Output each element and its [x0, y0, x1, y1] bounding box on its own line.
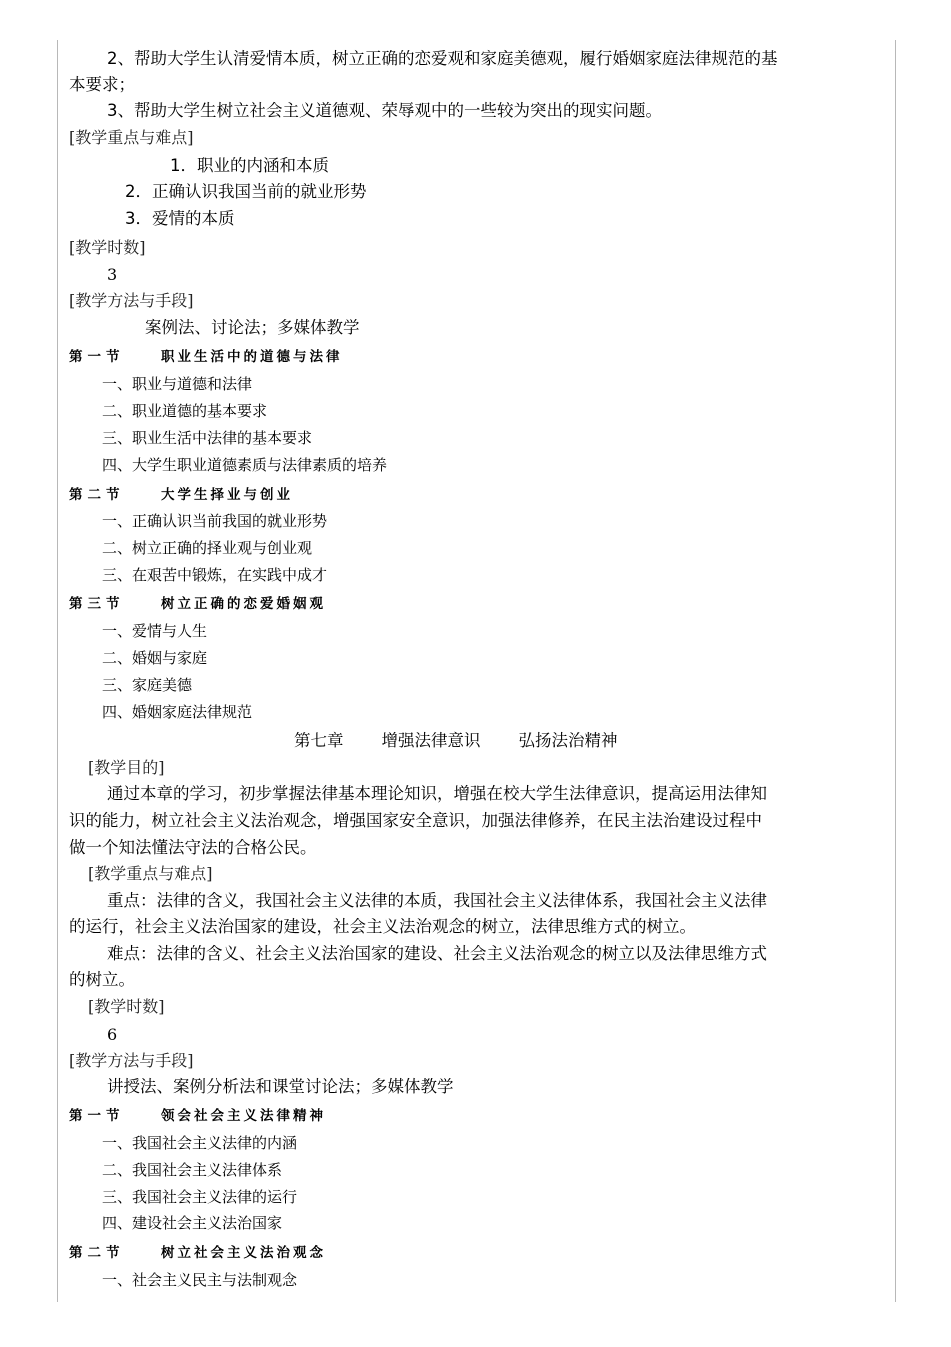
ch7-s1-item-4: 四、建设社会主义法治国家 — [102, 1214, 283, 1232]
ch6-method-heading: [教学方法与手段] — [69, 291, 194, 310]
chapter-7-title — [294, 733, 618, 750]
section-title: 职业生活中的道德与法律 — [161, 349, 343, 365]
ch6-hours-value: 3 — [107, 265, 118, 284]
ch7-s1-item-2: 二、我国社会主义法律体系 — [102, 1161, 283, 1179]
objective-2-line-1: 2、帮助大学生认清爱情本质，树立正确的恋爱观和家庭美德观，履行婚姻家庭法律规范的基 — [107, 49, 778, 68]
page-border-left — [57, 40, 58, 1302]
ch7-section-2-heading — [69, 1247, 326, 1261]
ch6-key-1: 1．职业的内涵和本质 — [170, 156, 329, 175]
ch7-goal-line-1: 通过本章的学习，初步掌握法律基本理论知识，增强在校大学生法律意识，提高运用法律知 — [107, 784, 767, 803]
ch6-key-2: 2．正确认识我国当前的就业形势 — [125, 182, 367, 201]
chapter-number: 第七章 — [294, 731, 344, 750]
ch6-key-heading: [教学重点与难点] — [69, 128, 194, 147]
section-number: 第二节 — [69, 487, 125, 503]
ch6-s2-item-1: 一、正确认识当前我国的就业形势 — [102, 512, 328, 530]
ch7-hours-heading: [教学时数] — [88, 997, 165, 1016]
ch6-s3-item-2: 二、婚姻与家庭 — [102, 649, 208, 667]
chapter-title-part-2: 弘扬法治精神 — [518, 731, 618, 750]
ch7-section-1-heading — [69, 1110, 326, 1124]
ch7-goal-line-2: 识的能力，树立社会主义法治观念，增强国家安全意识，加强法律修养，在民主法治建设过程中 — [69, 811, 762, 830]
ch7-method: 讲授法、案例分析法和课堂讨论法；多媒体教学 — [107, 1077, 454, 1096]
chapter-title-part-1: 增强法律意识 — [381, 731, 481, 750]
ch7-key-line-1: 重点：法律的含义，我国社会主义法律的本质，我国社会主义法律体系，我国社会主义法律 — [107, 891, 767, 910]
ch6-key-3: 3．爱情的本质 — [125, 209, 235, 228]
objective-2-line-2: 本要求； — [69, 75, 135, 94]
section-title: 领会社会主义法律精神 — [161, 1108, 326, 1124]
ch7-goal-line-3: 做一个知法懂法守法的合格公民。 — [69, 838, 317, 857]
section-number: 第一节 — [69, 1108, 125, 1124]
ch6-method: 案例法、讨论法；多媒体教学 — [145, 318, 360, 337]
ch7-s1-item-1: 一、我国社会主义法律的内涵 — [102, 1134, 298, 1152]
ch6-section-3-heading — [69, 598, 326, 612]
ch6-section-2-heading — [69, 489, 293, 503]
page-border-right — [895, 40, 896, 1302]
ch7-goal-heading: [教学目的] — [88, 758, 165, 777]
ch6-s3-item-3: 三、家庭美德 — [102, 676, 193, 694]
ch6-s1-item-1: 一、职业与道德和法律 — [102, 375, 253, 393]
ch6-s3-item-4: 四、婚姻家庭法律规范 — [102, 703, 253, 721]
ch6-s1-item-4: 四、大学生职业道德素质与法律素质的培养 — [102, 456, 388, 474]
section-number: 第一节 — [69, 349, 125, 365]
section-number: 第三节 — [69, 596, 125, 612]
ch6-s2-item-3: 三、在艰苦中锻炼，在实践中成才 — [102, 566, 328, 584]
ch6-s3-item-1: 一、爱情与人生 — [102, 622, 208, 640]
ch7-key-heading: [教学重点与难点] — [88, 864, 213, 883]
ch7-hours-value: 6 — [107, 1025, 118, 1044]
section-title: 大学生择业与创业 — [161, 487, 293, 503]
ch7-s2-item-1: 一、社会主义民主与法制观念 — [102, 1271, 298, 1289]
ch6-s1-item-3: 三、职业生活中法律的基本要求 — [102, 429, 313, 447]
ch7-difficulty-line-2: 的树立。 — [69, 970, 135, 989]
ch6-s1-item-2: 二、职业道德的基本要求 — [102, 402, 268, 420]
ch6-s2-item-2: 二、树立正确的择业观与创业观 — [102, 539, 313, 557]
ch6-section-1-heading — [69, 351, 343, 365]
ch7-method-heading: [教学方法与手段] — [69, 1051, 194, 1070]
section-title: 树立正确的恋爱婚姻观 — [161, 596, 326, 612]
ch7-s1-item-3: 三、我国社会主义法律的运行 — [102, 1188, 298, 1206]
section-title: 树立社会主义法治观念 — [161, 1245, 326, 1261]
ch7-difficulty-line-1: 难点：法律的含义、社会主义法治国家的建设、社会主义法治观念的树立以及法律思维方式 — [107, 944, 767, 963]
objective-3: 3、帮助大学生树立社会主义道德观、荣辱观中的一些较为突出的现实问题。 — [107, 101, 662, 120]
section-number: 第二节 — [69, 1245, 125, 1261]
ch6-hours-heading: [教学时数] — [69, 238, 146, 257]
ch7-key-line-2: 的运行，社会主义法治国家的建设，社会主义法治观念的树立，法律思维方式的树立。 — [69, 917, 696, 936]
